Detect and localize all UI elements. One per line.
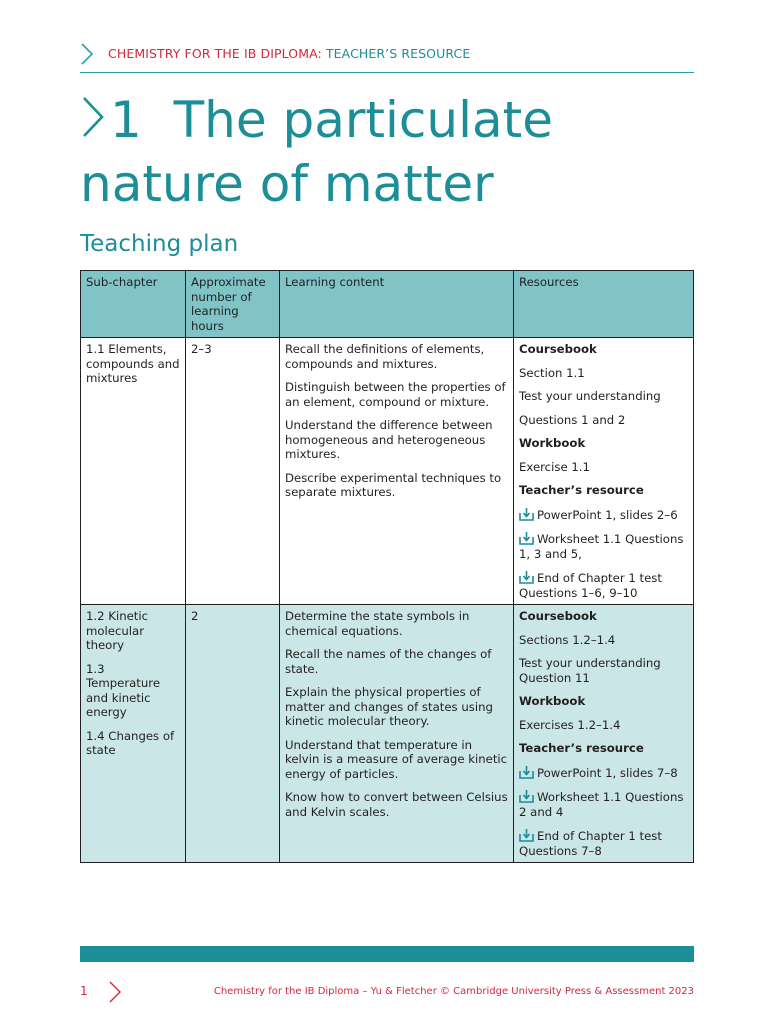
teacher-resource-label: Teacher’s resource	[519, 741, 644, 755]
column-header-hours: Approximate number of learning hours	[186, 271, 280, 338]
hours-cell: 2	[186, 605, 280, 863]
column-header-content: Learning content	[280, 271, 514, 338]
content-item: Understand the difference between homogeneous and heterogeneous mixtures.	[285, 418, 493, 461]
teacher-resource-item[interactable]	[519, 570, 688, 600]
content-cell	[280, 338, 514, 605]
workbook-label: Workbook	[519, 436, 586, 450]
section-title: Teaching plan	[80, 231, 239, 257]
coursebook-item: Questions 1 and 2	[519, 412, 626, 427]
column-header-subchapter: Sub-chapter	[81, 271, 186, 338]
resources-cell	[514, 605, 694, 863]
teacher-resource-item[interactable]	[519, 765, 688, 781]
content-item: Recall the definitions of elements, compounds and mixtures.	[285, 342, 485, 371]
workbook-item: Exercise 1.1	[519, 459, 590, 474]
coursebook-item: Sections 1.2–1.4	[519, 632, 616, 647]
subchapter-cell	[81, 338, 186, 605]
table-header-row	[81, 271, 694, 338]
footer-copyright: Chemistry for the IB Diploma – Yu & Fletcher © Cambridge University Press & Assessment 2023	[213, 986, 694, 997]
content-cell	[280, 605, 514, 863]
footer-bar	[80, 946, 694, 962]
download-icon[interactable]	[519, 570, 534, 584]
teacher-resource-item[interactable]	[519, 507, 688, 523]
coursebook-label: Coursebook	[519, 342, 597, 356]
download-icon[interactable]	[519, 765, 534, 779]
download-icon[interactable]	[519, 828, 534, 842]
workbook-item: Exercises 1.2–1.4	[519, 717, 621, 732]
teacher-resource-item[interactable]	[519, 828, 688, 858]
coursebook-label: Coursebook	[519, 609, 597, 623]
teacher-resource-text: PowerPoint 1, slides 2–6	[537, 507, 678, 522]
content-item: Explain the physical properties of matter and changes of states using kinetic molecular theory.	[285, 685, 493, 728]
header-text	[108, 46, 470, 61]
coursebook-item: Test your understanding Question 11	[519, 656, 661, 685]
subchapter-label: 1.4 Changes of state	[86, 728, 175, 757]
header-subtitle: TEACHER’S RESOURCE	[325, 46, 471, 61]
chevron-right-icon	[80, 95, 106, 139]
resources-cell	[514, 338, 694, 605]
chapter-number: 1	[110, 91, 142, 149]
content-item: Know how to convert between Celsius and Kelvin scales.	[285, 790, 508, 819]
teacher-resource-text: Worksheet 1.1 Questions 1, 3 and 5,	[519, 532, 684, 561]
page-number: 1	[80, 984, 88, 998]
teacher-resource-text: PowerPoint 1, slides 7–8	[537, 765, 678, 780]
running-header	[80, 42, 694, 73]
teacher-resource-text: Worksheet 1.1 Questions 2 and 4	[519, 790, 684, 819]
teacher-resource-text: End of Chapter 1 test Questions 1–6, 9–10	[519, 571, 662, 600]
subchapter-label: 1.1 Elements, compounds and mixtures	[86, 342, 180, 385]
chevron-right-icon	[80, 42, 94, 66]
subchapter-label: 1.2 Kinetic molecular theory	[86, 609, 149, 652]
download-icon[interactable]	[519, 531, 534, 545]
subchapter-label: 1.3 Temperature and kinetic energy	[86, 661, 161, 719]
teacher-resource-text: End of Chapter 1 test Questions 7–8	[519, 829, 662, 858]
hours-cell: 2–3	[186, 338, 280, 605]
content-item: Recall the names of the changes of state.	[285, 647, 492, 676]
teacher-resource-label: Teacher’s resource	[519, 483, 644, 497]
download-icon[interactable]	[519, 507, 534, 521]
content-item: Distinguish between the properties of an element, compound or mixture.	[285, 380, 506, 409]
teaching-plan-table	[80, 270, 694, 863]
chapter-title-text: The particulate nature of matter	[80, 91, 554, 213]
chevron-right-icon	[108, 980, 122, 1004]
chapter-title	[80, 88, 720, 216]
header-brand: CHEMISTRY FOR THE IB DIPLOMA:	[108, 46, 322, 61]
teacher-resource-item[interactable]	[519, 789, 688, 819]
download-icon[interactable]	[519, 789, 534, 803]
content-item: Understand that temperature in kelvin is a measure of average kinetic energy of particles.	[285, 737, 508, 781]
content-item: Describe experimental techniques to separate mixtures.	[285, 470, 502, 499]
subchapter-cell	[81, 605, 186, 863]
table-row	[81, 605, 694, 863]
workbook-label: Workbook	[519, 694, 586, 708]
coursebook-item: Test your understanding	[519, 389, 661, 403]
teacher-resource-item[interactable]	[519, 531, 688, 561]
content-item: Determine the state symbols in chemical equations.	[285, 609, 470, 638]
coursebook-item: Section 1.1	[519, 365, 585, 380]
column-header-resources: Resources	[514, 271, 694, 338]
table-row	[81, 338, 694, 605]
